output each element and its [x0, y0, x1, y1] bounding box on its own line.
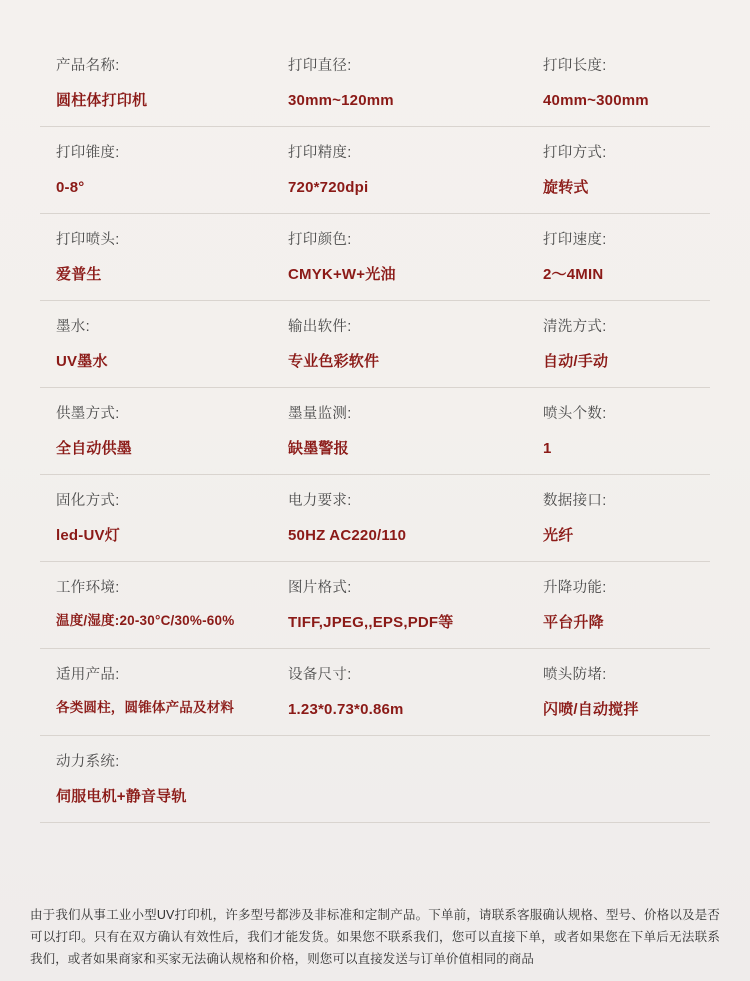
spec-value: 30mm~120mm — [288, 92, 394, 110]
spec-cell — [40, 40, 288, 126]
spec-label: 墨水: — [56, 319, 90, 335]
spec-label: 动力系统: — [56, 754, 120, 770]
spec-label: 电力要求: — [288, 493, 352, 509]
spec-cell — [40, 127, 288, 213]
spec-cell — [288, 301, 543, 387]
spec-value: 伺服电机+静音导轨 — [56, 788, 187, 806]
spec-cell — [543, 649, 710, 735]
table-row — [40, 736, 710, 823]
table-row — [40, 649, 710, 736]
spec-value: 1.23*0.73*0.86m — [288, 701, 404, 719]
spec-cell — [288, 736, 543, 822]
spec-cell — [288, 649, 543, 735]
spec-value: 50HZ AC220/110 — [288, 527, 407, 545]
table-row — [40, 127, 710, 214]
spec-cell — [543, 301, 710, 387]
spec-cell — [40, 214, 288, 300]
spec-label: 墨量监测: — [288, 406, 352, 422]
spec-cell — [543, 214, 710, 300]
spec-label: 产品名称: — [56, 58, 120, 74]
specification-table — [40, 0, 710, 823]
spec-cell — [288, 475, 543, 561]
spec-cell — [288, 40, 543, 126]
spec-cell — [40, 649, 288, 735]
spec-label: 打印喷头: — [56, 232, 120, 248]
spec-value: CMYK+W+光油 — [288, 266, 396, 284]
spec-label: 图片格式: — [288, 580, 352, 596]
spec-value: 圆柱体打印机 — [56, 92, 148, 110]
spec-cell — [40, 475, 288, 561]
spec-label: 适用产品: — [56, 667, 120, 683]
spec-label: 清洗方式: — [543, 319, 607, 335]
spec-label: 数据接口: — [543, 493, 607, 509]
spec-value: 缺墨警报 — [288, 440, 349, 458]
spec-cell — [288, 388, 543, 474]
spec-label: 设备尺寸: — [288, 667, 352, 683]
spec-label: 喷头防堵: — [543, 667, 607, 683]
table-row — [40, 475, 710, 562]
spec-cell — [543, 40, 710, 126]
table-row — [40, 388, 710, 475]
spec-value: 720*720dpi — [288, 179, 369, 197]
spec-cell — [543, 127, 710, 213]
spec-value: 专业色彩软件 — [288, 353, 380, 371]
spec-cell — [543, 475, 710, 561]
spec-cell — [543, 736, 710, 822]
spec-label: 喷头个数: — [543, 406, 607, 422]
spec-cell — [288, 127, 543, 213]
spec-cell — [40, 736, 288, 822]
spec-value: 平台升降 — [543, 614, 604, 632]
spec-cell — [543, 388, 710, 474]
spec-cell — [40, 388, 288, 474]
spec-value: led-UV灯 — [56, 527, 120, 545]
spec-label: 打印方式: — [543, 145, 607, 161]
spec-value: 1 — [543, 440, 552, 458]
spec-label: 打印锥度: — [56, 145, 120, 161]
spec-cell — [543, 562, 710, 648]
spec-value: 全自动供墨 — [56, 440, 133, 458]
footer-disclaimer: 由于我们从事工业小型UV打印机，许多型号都涉及非标准和定制产品。下单前，请联系客服确认规格、型号、价格以及是否可以打印。只有在双方确认有效性后，我们才能发货。如果您不联系我们，您可以直接下单，或者如果您在下单后无法联系我们，或者如果商家和买家无法确认规格和价格，则您可以直接发送与订单价值相同的商品 — [30, 908, 720, 966]
spec-value: 闪喷/自动搅拌 — [543, 701, 639, 719]
spec-label: 输出软件: — [288, 319, 352, 335]
spec-value: 光纤 — [543, 527, 574, 545]
spec-value: 40mm~300mm — [543, 92, 649, 110]
spec-value: 2～4MIN — [543, 266, 604, 284]
table-row — [40, 40, 710, 127]
spec-value: 温度/湿度:20-30°C/30%-60% — [56, 613, 235, 629]
spec-value: 各类圆柱，圆锥体产品及材料 — [56, 700, 235, 716]
table-row — [40, 214, 710, 301]
spec-cell — [40, 562, 288, 648]
spec-value: 0-8° — [56, 179, 85, 197]
spec-label: 打印速度: — [543, 232, 607, 248]
spec-label: 升降功能: — [543, 580, 607, 596]
spec-value: 爱普生 — [56, 266, 102, 284]
spec-label: 固化方式: — [56, 493, 120, 509]
spec-value: UV墨水 — [56, 353, 108, 371]
spec-label: 供墨方式: — [56, 406, 120, 422]
spec-value: 自动/手动 — [543, 353, 609, 371]
table-row — [40, 301, 710, 388]
table-row — [40, 562, 710, 649]
spec-cell — [288, 214, 543, 300]
spec-value: TIFF,JPEG,,EPS,PDF等 — [288, 614, 454, 632]
spec-cell — [288, 562, 543, 648]
spec-value: 旋转式 — [543, 179, 589, 197]
spec-label: 打印颜色: — [288, 232, 352, 248]
spec-label: 工作环境: — [56, 580, 120, 596]
spec-label: 打印直径: — [288, 58, 352, 74]
spec-cell — [40, 301, 288, 387]
spec-label: 打印精度: — [288, 145, 352, 161]
spec-label: 打印长度: — [543, 58, 607, 74]
